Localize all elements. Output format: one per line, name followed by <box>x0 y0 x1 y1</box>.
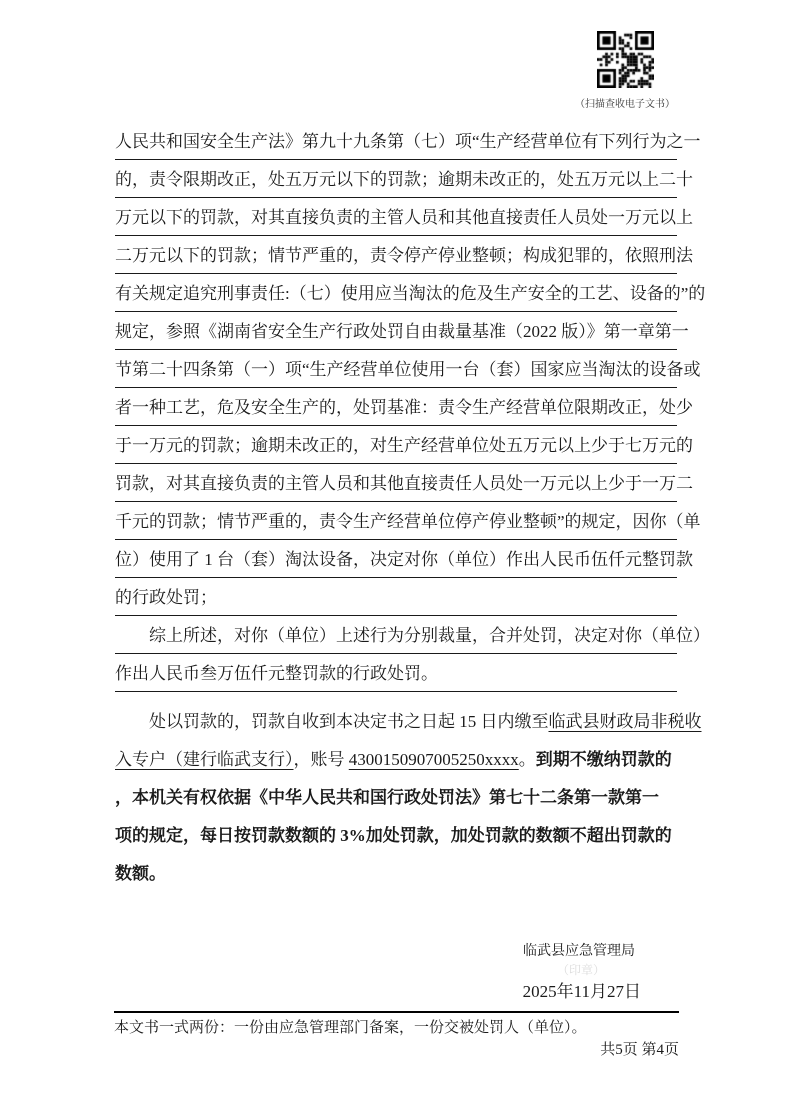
page-number: 共5页 第4页 <box>600 1042 679 1058</box>
body-text-line: 万元以下的罚款，对其直接负责的主管人员和其他直接责任人员处一万元以上 <box>115 198 677 236</box>
body-text-line: 的，责令限期改正，处五万元以下的罚款；逾期未改正的，处五万元以上二十 <box>115 160 677 198</box>
signature-block <box>115 942 677 1004</box>
issuing-agency: 临武县应急管理局 <box>523 944 635 959</box>
body-text-line: 节第二十四条第（一）项“生产经营单位使用一台（套）国家应当淘汰的设备或 <box>115 350 677 388</box>
underlined-text: 临武县财政局非税收 <box>548 712 702 731</box>
body-text-line <box>115 702 702 740</box>
body-text-line: 位）使用了 1 台（套）淘汰设备，决定对你（单位）作出人民币伍仟元整罚款 <box>115 540 677 578</box>
qr-code-icon <box>597 31 654 88</box>
decision-date: 2025年11月27日 <box>522 982 641 1001</box>
payment-paragraph <box>115 702 702 892</box>
bold-text: 到期不缴纳罚款的 <box>535 750 672 769</box>
body-text-line: 罚款，对其直接负责的主管人员和其他直接责任人员处一万元以上少于一万二 <box>115 464 677 502</box>
bold-text: 数额。 <box>115 864 166 883</box>
body-text-line: 有关规定追究刑事责任:（七）使用应当淘汰的危及生产安全的工艺、设备的”的 <box>115 274 677 312</box>
ruled-paragraphs <box>115 122 710 692</box>
body-text-line: 规定，参照《湖南省安全生产行政处罚自由裁量基准（2022 版）》第一章第一 <box>115 312 677 350</box>
body-text-line: 的行政处罚； <box>115 578 677 616</box>
footer-note: 本文书一式两份：一份由应急管理部门备案，一份交被处罚人（单位）。 <box>114 1020 587 1036</box>
body-text-line <box>115 778 677 816</box>
body-text-line: 者一种工艺，危及安全生产的，处罚基准：责令生产经营单位限期改正，处少 <box>115 388 677 426</box>
qr-block <box>558 31 692 110</box>
seal-placeholder: （印章） <box>556 963 605 977</box>
body-text-line <box>115 854 677 892</box>
page-footer <box>114 1011 679 1060</box>
underlined-text: 入专户（建行临武支行） <box>115 750 294 769</box>
qr-caption: （扫描查收电子文书） <box>575 99 675 110</box>
underlined-text: 4300150907005250xxxx <box>348 750 519 769</box>
document-body <box>115 122 710 1004</box>
plain-text: ，账号 <box>293 750 349 769</box>
plain-text: 处以罚款的，罚款自收到本决定书之日起 15 日内缴至 <box>149 712 549 731</box>
body-text-line <box>115 816 677 854</box>
body-text-line: 综上所述，对你（单位）上述行为分别裁量，合并处罚，决定对你（单位） <box>115 616 677 654</box>
body-text-line: 人民共和国安全生产法》第九十九条第（七）项“生产经营单位有下列行为之一 <box>115 122 677 160</box>
body-text-line: 作出人民币叁万伍仟元整罚款的行政处罚。 <box>115 654 677 692</box>
body-text-line: 二万元以下的罚款；情节严重的，责令停产停业整顿；构成犯罪的，依照刑法 <box>115 236 677 274</box>
body-text-line: 千元的罚款；情节严重的，责令生产经营单位停产停业整顿”的规定，因你（单 <box>115 502 677 540</box>
body-text-line <box>115 740 677 778</box>
body-text-line: 于一万元的罚款；逾期未改正的，对生产经营单位处五万元以上少于七万元的 <box>115 426 677 464</box>
bold-text: 项的规定，每日按罚款数额的 3%加处罚款，加处罚款的数额不超出罚款的 <box>115 826 672 845</box>
plain-text: 。 <box>518 750 536 769</box>
bold-text: ，本机关有权依据《中华人民共和国行政处罚法》第七十二条第一款第一 <box>115 788 659 807</box>
